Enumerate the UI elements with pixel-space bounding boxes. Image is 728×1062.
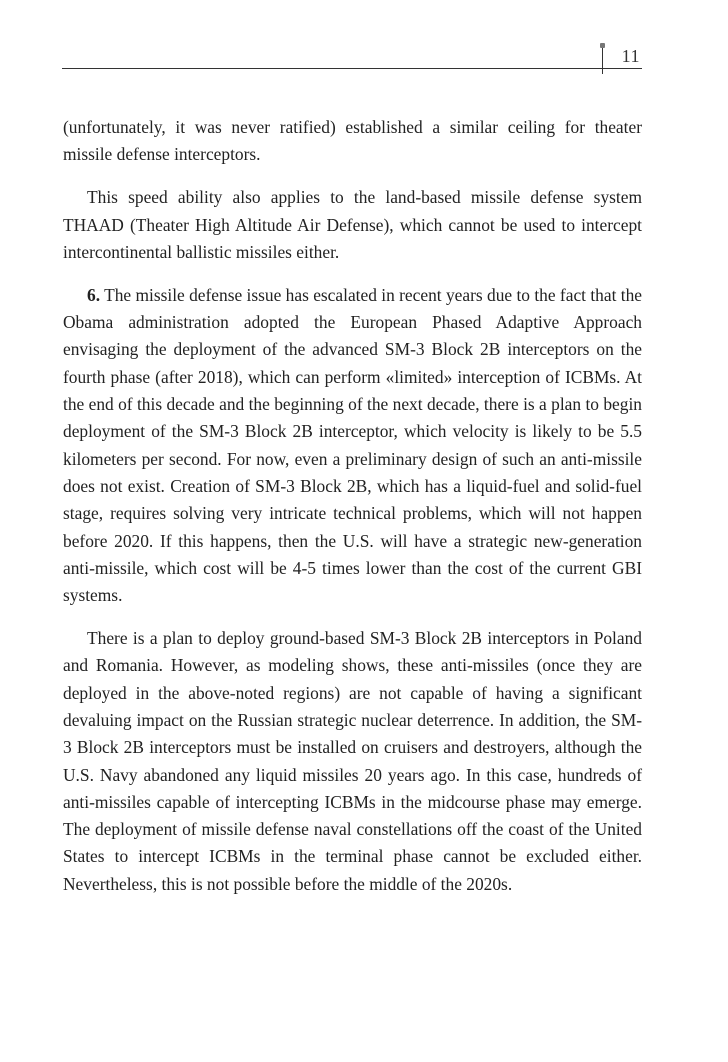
body-text [63, 114, 642, 898]
paragraph-number: 6. [87, 284, 101, 305]
running-header [62, 40, 642, 72]
paragraph-6 [63, 282, 642, 610]
header-separator [602, 46, 603, 74]
header-separator-mark [600, 43, 605, 48]
header-rule [62, 68, 642, 69]
paragraph-text: There is a plan to deploy ground-based SM-3 Block 2B interceptors in Poland and Romania. However, as modeling shows, these anti-missiles (once they are deployed in the above-noted regions) are not capable of having a significant devaluing impact on the Russian strategic nuclear deterrence. In addition, the SM-3 Block 2B interceptors must be installed on cruisers and destroyers, although the U.S. Navy abandoned any liquid missiles 20 years ago. In this case, hundreds of anti-missiles capable of intercepting ICBMs in the midcourse phase may emerge. The deployment of missile defense naval constellations off the coast of the United States to intercept ICBMs in the terminal phase cannot be excluded either. Nevertheless, this is not possible before the middle of the 2020s. [63, 628, 642, 894]
paragraph-thaad [63, 184, 642, 266]
paragraph-text: The missile defense issue has escalated in recent years due to the fact that the Obama administration adopted the European Phased Adaptive Approach envisaging the deployment of the advanced SM-3 Block 2B interceptors on the fourth phase (after 2018), which can perform «limited» interception of ICBMs. At the end of this decade and the beginning of the next decade, there is a plan to begin deployment of the SM-3 Block 2B interceptor, which velocity is likely to be 5.5 kilometers per second. For now, even a preliminary design of such an anti-missile does not exist. Creation of SM-3 Block 2B, which has a liquid-fuel and solid-fuel stage, requires solving very intricate technical problems, which will not happen before 2020. If this happens, then the U.S. will have a strategic new-generation anti-missile, which cost will be 4-5 times lower than the cost of the current GBI systems. [63, 284, 643, 606]
paragraph-text: (unfortunately, it was never ratified) established a similar ceiling for theater missile defense interceptors. [63, 117, 642, 165]
paragraph-deployment [63, 625, 642, 898]
page-number: 11 [621, 46, 640, 66]
paragraph-continuation [63, 114, 642, 169]
paragraph-text: This speed ability also applies to the land-based missile defense system THAAD (Theater High Altitude Air Defense), which cannot be used to intercept intercontinental ballistic missiles either. [63, 187, 642, 262]
